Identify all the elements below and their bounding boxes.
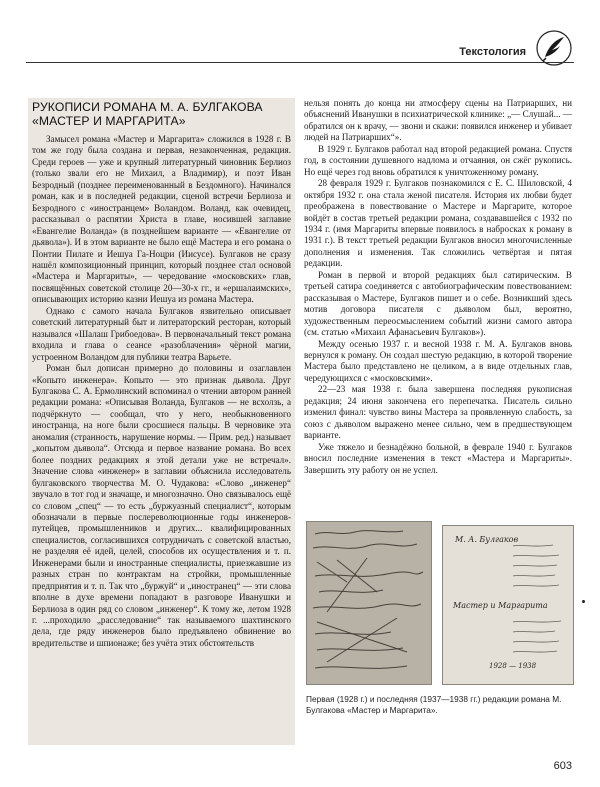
manuscript-photo-last-edition — [442, 525, 574, 685]
quill-logo-icon — [536, 30, 572, 66]
paragraph: Уже тяжело и безнадёжно больной, в феврале 1940 г. Булгаков вносил последние изменения в текст «Мастера и Маргариты». Завершить эту работу он не успел. — [304, 441, 572, 475]
figure-caption: Первая (1928 г.) и последняя (1937—1938 гг.) редакции романа М. Булгакова «Мастер и Маргарита». — [306, 694, 562, 715]
paragraph: Однако с самого начала Булгаков язвительно описывает советский литературный быт и литераторский ресторан, который назывался «Шалаш Грибоедова». В первоначальный текст романа входила и глава о сеансе «разоблачения» чёрной магии, устроенном Воландом для публики театра Варьете. — [32, 305, 291, 362]
paragraph: 22—23 мая 1938 г. была завершена последняя рукописная редакция; 24 июня закончена его перепечатка. Писатель сильно изменил финал: чувство вины Мастера за проявленную слабость, за союз с дьяволом выражено менее сильно, чем в предшествующем варианте. — [304, 384, 572, 441]
manuscript-author: М. А. Булгаков — [455, 535, 519, 544]
paragraph: Между осенью 1937 г. и весной 1938 г. М. А. Булгаков вновь вернулся к роману. Он создал шестую редакцию, в которой творение Мастера было представлено не целиком, а в виде отдельных глав, чередующихся с «московскими». — [304, 338, 572, 383]
paragraph: 28 февраля 1929 г. Булгаков познакомился с Е. С. Шиловской, 4 октября 1932 г. она стала женой писателя. История их любви будет преображена в повествование о Мастере и Маргарите, которое войдёт в состав третьей редакции романа, создававшейся с 1932 по 1934 г. (имя Маргариты впервые появилось в набросках к роману в 1931 г.). В текст третьей редакции Булгаков вносил многочисленные дополнения и изменения. Так сложились четвёртая и пятая редакции. — [304, 178, 572, 269]
left-column — [28, 98, 295, 745]
handwriting-drawing — [307, 522, 431, 684]
right-column — [304, 98, 572, 476]
manuscript-photos — [306, 521, 572, 686]
handwriting-drawing — [443, 526, 573, 684]
paragraph: Роман в первой и второй редакциях был сатирическим. В третьей сатира соединяется с автобиографическим повествованием: рассказывая о Мастере, Булгаков пишет и о себе. Возникший здесь мотив договора писателя с дьяволом был, вероятно, художественным переосмыслением событий жизни самого автора (см. статью «Михаил Афанасьевич Булгаков»). — [304, 269, 572, 338]
header-divider — [26, 62, 574, 63]
manuscript-photo-first-edition — [306, 521, 432, 685]
manuscript-heading: Мастер и Маргарита — [453, 601, 548, 610]
article-title: РУКОПИСИ РОМАНА М. А. БУЛГАКОВА «МАСТЕР И МАРГАРИТА» — [32, 100, 263, 128]
paragraph: Замысел романа «Мастер и Маргарита» сложился в 1928 г. В том же году была создана и первая, незаконченная, редакция. Среди героев — уже и крупный литературный чиновник Берлиоз (только звали его не Михаил, а Владимир), и поэт Иван Безродный (позднее переименованный в Бездомного). Начинался роман, как и в последней редакции, сценой встречи Берлиоза и Безродного с «иностранцем» Воландом. Воланд, как очевидец, рассказывал о распятии Христа в главе, носившей заглавие «Евангелие Воланда» (в позднейшем варианте — «Евангелие от дьявола»). И в этом варианте не было ещё Мастера и его романа о Понтии Пилате и Иешуа Га-Ноцри (Иисусе). Булгаков не сразу нашёл композиционный принцип, который позднее стал основой «Мастера и Маргариты», — чередование «московских» глав, посвящённых советской столице 20—30-х гг., и «ершалаимских», описывающих историю казни Иешуа из романа Мастера. — [32, 134, 291, 305]
margin-dot — [582, 600, 585, 603]
manuscript-years: 1928 — 1938 — [489, 662, 537, 670]
paragraph: нельзя понять до конца ни атмосферу сцены на Патриарших, ни объяснений Иванушки в психиатрической клинике: „— Слушай... — обратился он к врачу, — звони и скажи: появился инженер и убивает людей на Патриарших“». — [304, 98, 572, 143]
paragraph: Роман был дописан примерно до половины и озаглавлен «Копыто инженера». Копыто — это признак дьявола. Друг Булгакова С. А. Ермолинский вспоминал о чтении автором ранней редакции романа: «Описывая Воланда, Булгаков — не всхолзь, а подчёркнуто — сообщал, что у него, необыкновенного иностранца, на ноге были сросшиеся пальцы. В черновике эта аномалия (странность, нарушение нормы. — Прим. ред.) называет „копытом дьявола“. Отсюда и первое название романа. Во всех более поздних редакциях я этой детали уже не встречал». Значение слова «инженер» в заглавии объяснила исследователь булгаковского творчества М. О. Чудакова: «Слово „инженер“ звучало в тот год и значаще, и многозначно. Оно связывалось ещё со словом „спец“ — то есть „буржуазный специалист“, которым обозначали в первые послереволюционные годы инженеров-путейцев, промышленников и других... квалифицированных специалистов, согласившихся сотрудничать с советской властью, не разделяя её идей, целей, способов их осуществления и т. п. Инженерами были и иностранные специалисты, приезжавшие из разных стран по контрактам на стройки, промышленные предприятия и т. п. Так что „буржуй“ и „иностранец“ — эти слова вполне в духе времени попадают в разговоре Иванушки и Берлиоза в один ряд со словом „инженер“. К тому же, летом 1928 г. ...проходило „расследование“ так называемого шахтинского дела, где ряду инженеров было предъявлено обвинение во вредительстве и шпионаже; без учёта этих обстоятельств — [32, 363, 291, 648]
section-title: Текстология — [459, 46, 526, 58]
paragraph: В 1929 г. Булгаков работал над второй редакцией романа. Спустя год, в состоянии душевного надлома и отчаяния, он сжёг рукопись. Но ещё через год вновь обратился к уничтоженному роману. — [304, 143, 572, 177]
page-number: 603 — [553, 760, 572, 772]
